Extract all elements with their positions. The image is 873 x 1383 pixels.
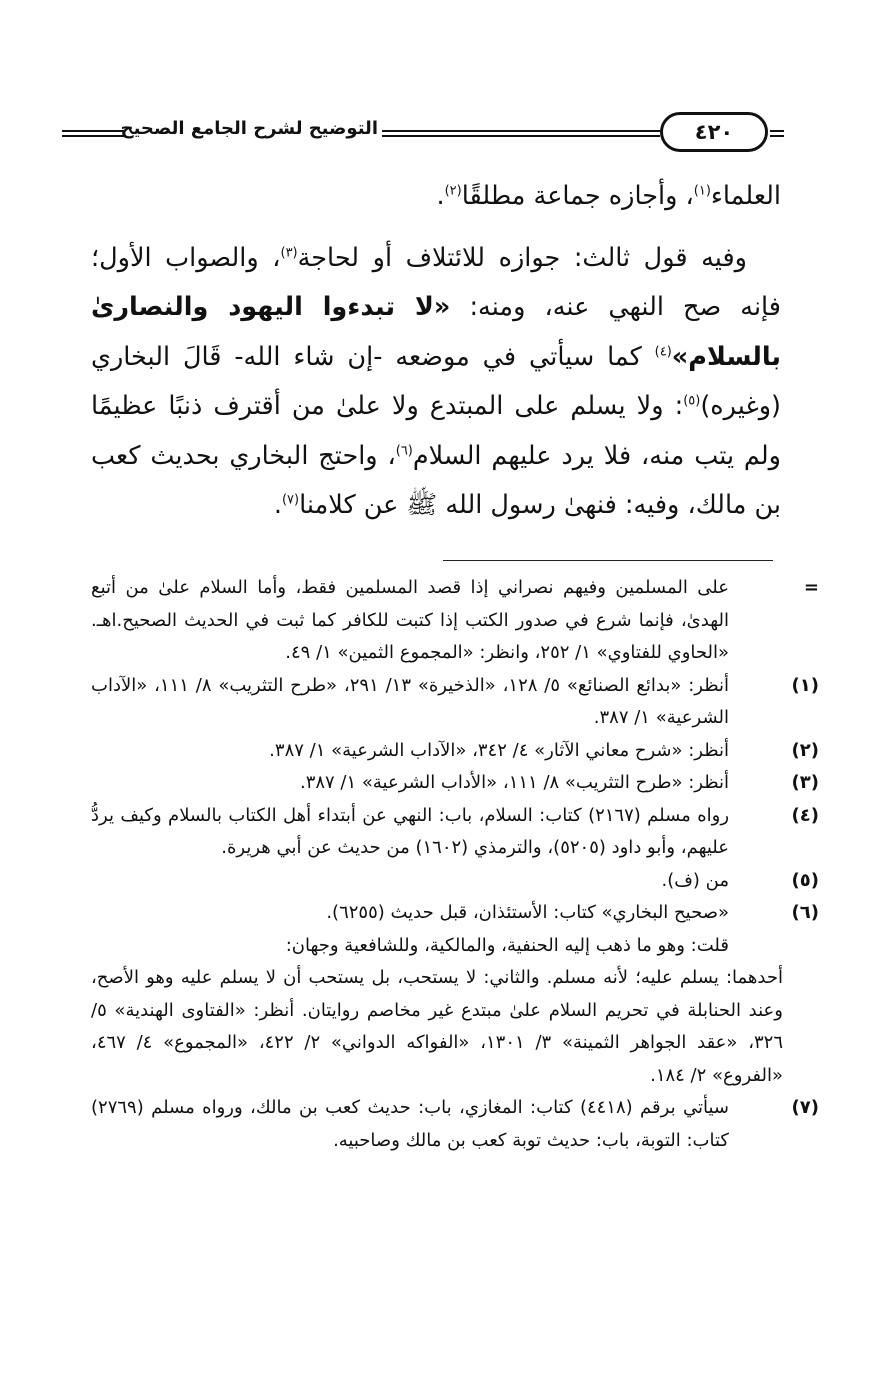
hadith-quote: «لا تبدءوا اليهود والنصارىٰ بالسلام»: [91, 292, 781, 372]
footnotes: [91, 572, 819, 1157]
footnote-text: أنظر: «شرح معاني الآثار» ٤/ ٣٤٢، «الآداب الشرعية» ١/ ٣٨٧.: [269, 739, 729, 761]
p2-part-a: وفيه قول ثالث: جوازه للائتلاف أو لحاجة: [297, 242, 747, 273]
p1-mid: ، وأجازه جماعة مطلقًا: [461, 181, 694, 211]
footnote-6: [91, 897, 819, 1092]
footnote-ref-7: (٧): [281, 492, 300, 508]
footnote-text: سيأتي برقم (٤٤١٨) كتاب: المغازي، باب: حديث كعب بن مالك، ورواه مسلم (٢٧٦٩) كتاب: التوبة، باب: حديث توبة كعب بن مالك وصاحبيه.: [91, 1097, 729, 1151]
p2-part-d: : ولا يسلم على المبتدع ولا علىٰ من أقترف ذنبًا عظيمًا ولم يتب منه، فلا يرد عليهم السلام: [91, 391, 781, 471]
footnote-text: أنظر: «طرح التثريب» ٨/ ١١١، «الأداب الشرعية» ١/ ٣٨٧.: [299, 772, 729, 793]
p2-part-e: ، واحتج البخاري بحديث كعب بن مالك، وفيه: فنهىٰ رسول الله ﷺ عن كلامنا: [91, 440, 781, 520]
footnote-4: [91, 800, 819, 865]
footnote-number: (١): [791, 674, 819, 696]
header-rule-right: [770, 130, 784, 137]
footnote-number: (٧): [791, 1097, 819, 1118]
footnote-3: [91, 767, 819, 800]
footnote-number: (٥): [791, 869, 819, 891]
p2-part-c: كما سيأتي في موضعه -إن شاء الله- قَالَ البخاري (وغيره): [91, 341, 781, 421]
footnote-ref-3: (٣): [280, 245, 298, 260]
footnote-comment: قلت: وهو ما ذهب إليه الحنفية، والمالكية، وللشافعية وجهان:: [285, 934, 729, 956]
footnote-1: [91, 670, 819, 735]
page-number: ٤٢٠: [660, 112, 768, 152]
p1-text: العلماء: [710, 181, 781, 211]
footnote-2: [91, 735, 819, 768]
footnote-ref-2: (٢): [444, 183, 462, 199]
p2-end: .: [273, 490, 282, 520]
header-rule-middle: [382, 130, 660, 137]
footnote-number: (٣): [791, 772, 819, 793]
footnote-text: رواه مسلم (٢١٦٧) كتاب: السلام، باب: النهي عن أبتداء أهل الكتاب بالسلام وكيف يردُّ عليهم، وأبو داود (٥٢٠٥)، والترمذي (١٦٠٢) من حديث عن أبي هريرة.: [91, 804, 730, 858]
footnote-number: (٤): [791, 804, 819, 826]
footnote-continuation: [91, 572, 819, 670]
footnote-number: (٦): [791, 902, 819, 923]
footnote-ref-1: (١): [693, 183, 711, 199]
book-title: التوضيح لشرح الجامع الصحيح: [120, 118, 378, 139]
footnote-text: «صحيح البخاري» كتاب: الأستئذان، قبل حديث (٦٢٥٥).: [326, 902, 729, 923]
paragraph-1: [91, 172, 781, 222]
footnote-7: [91, 1092, 819, 1157]
main-text: [91, 172, 781, 531]
p2-part-b: ، والصواب الأول؛ فإنه صح النهي عنه، ومنه:: [91, 242, 781, 322]
footnote-ref-6: (٦): [395, 443, 413, 458]
footnote-ref-5: (٥): [683, 393, 701, 409]
paragraph-2: [91, 234, 781, 531]
running-header: [48, 112, 784, 158]
footnote-text: من (ف).: [661, 869, 729, 891]
footnote-separator: [443, 560, 773, 561]
footnote-text: أنظر: «بدائع الصنائع» ٥/ ١٢٨، «الذخيرة» ١٣/ ٢٩١، «طرح التثريب» ٨/ ١١١، «الآداب الشرعية» ١/ ٣٨٧.: [91, 674, 729, 728]
p1-end: .: [436, 181, 445, 211]
footnote-number: =: [803, 577, 819, 598]
header-rule-left: [62, 130, 124, 137]
footnote-text: على المسلمين وفيهم نصراني إذا قصد المسلمين فقط، وأما السلام علىٰ من أتبع الهدىٰ، فإنما شرع في صدور الكتب إذا كتبت للكافر كما ثبت في الحديث الصحيح.اهـ. «الحاوي للفتاوي» ١/ ٢٥٢، وانظر: «المجموع الثمين» ١/ ٤٩.: [91, 577, 729, 663]
footnote-5: [91, 865, 819, 898]
footnote-ref-4: (٤): [654, 344, 672, 359]
footnote-comment-detail: أحدهما: يسلم عليه؛ لأنه مسلم. والثاني: لا يستحب، بل يستحب أن لا يسلم عليه وهو الأصح، وعند الحنابلة في تحريم السلام علىٰ مبتدع غير مخاصم روايتان. أنظر: «الفتاوى الهندية» ٥/ ٣٢٦، «عقد الجواهر الثمينة» ٣/ ١٣٠١، «الفواكه الدواني» ٢/ ٤٢٢، «المجموع» ٤/ ٤٦٧، «الفروع» ٢/ ١٨٤.: [91, 967, 784, 1086]
footnote-number: (٢): [791, 739, 819, 761]
